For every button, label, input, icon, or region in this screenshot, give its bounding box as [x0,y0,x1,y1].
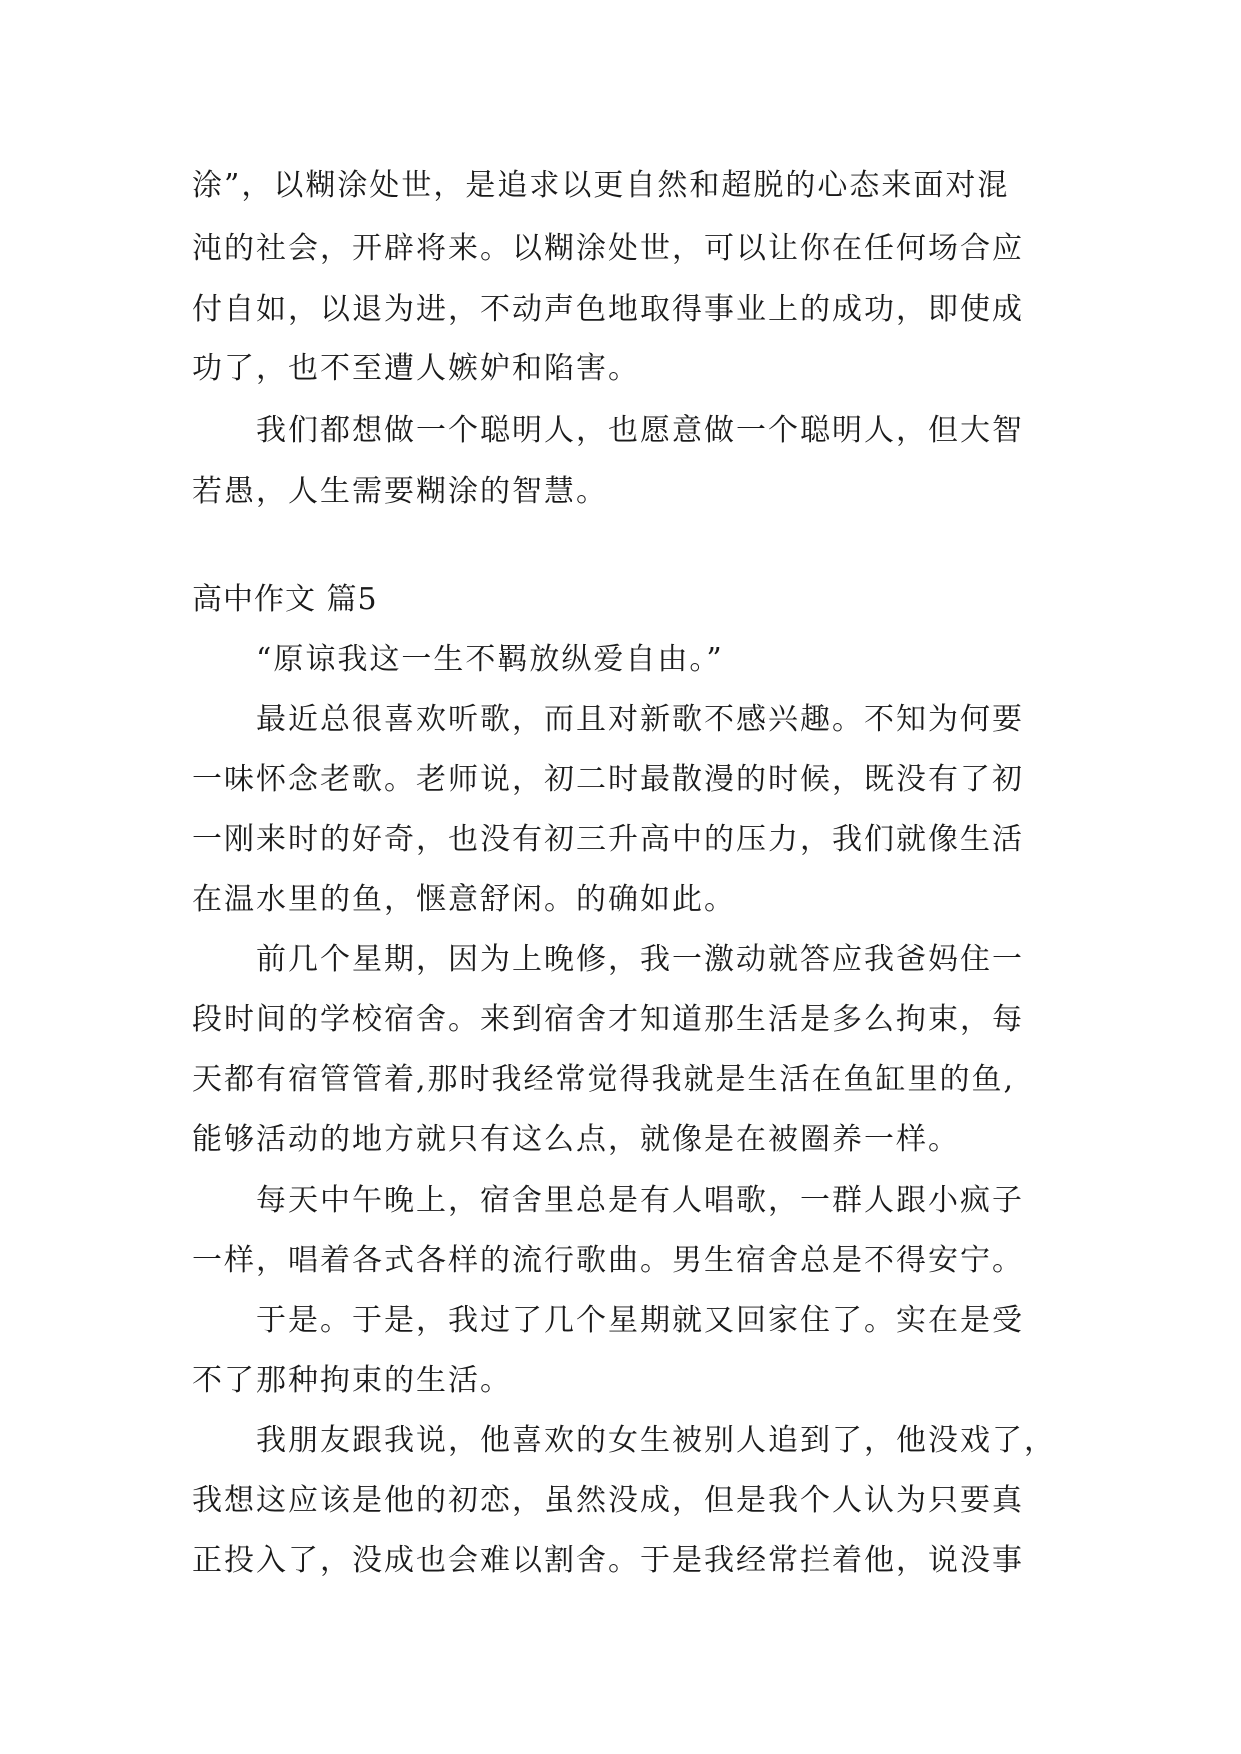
paragraph-line: 一刚来时的好奇，也没有初三升高中的压力，我们就像生活 [192,822,1024,857]
paragraph-line: 天都有宿管管着,那时我经常觉得我就是生活在鱼缸里的鱼, [192,1062,1016,1097]
paragraph-line: 每天中午晚上，宿舍里总是有人唱歌，一群人跟小疯子 [256,1183,1024,1218]
paragraph-line: 正投入了，没成也会难以割舍。于是我经常拦着他，说没事 [192,1543,1024,1578]
paragraph-line: 我朋友跟我说，他喜欢的女生被别人追到了，他没戏了， [256,1423,1056,1458]
paragraph-line: 一味怀念老歌。老师说，初二时最散漫的时候，既没有了初 [192,762,1024,797]
paragraph-line: 沌的社会，开辟将来。以糊涂处世，可以让你在任何场合应 [192,231,1024,266]
paragraph-line: 一样，唱着各式各样的流行歌曲。男生宿舍总是不得安宁。 [192,1243,1024,1278]
paragraph-line: 最近总很喜欢听歌，而且对新歌不感兴趣。不知为何要 [256,702,1024,737]
paragraph-line: 付自如，以退为进，不动声色地取得事业上的成功，即使成 [192,292,1024,327]
quote-line: “原谅我这一生不羁放纵爱自由。” [256,642,724,677]
paragraph-line: 功了，也不至遭人嫉妒和陷害。 [192,351,640,386]
paragraph-line: 在温水里的鱼，惬意舒闲。的确如此。 [192,882,736,917]
paragraph-line: 涂”，以糊涂处世，是追求以更自然和超脱的心态来面对混 [192,168,1010,203]
paragraph-line: 若愚，人生需要糊涂的智慧。 [192,474,608,509]
paragraph-line: 段时间的学校宿舍。来到宿舍才知道那生活是多么拘束，每 [192,1002,1024,1037]
paragraph-line: 能够活动的地方就只有这么点，就像是在被圈养一样。 [192,1122,960,1157]
paragraph-line: 不了那种拘束的生活。 [192,1363,512,1398]
paragraph-line: 我们都想做一个聪明人，也愿意做一个聪明人，但大智 [256,413,1024,448]
section-heading: 高中作文 篇5 [192,582,378,617]
paragraph-line: 前几个星期，因为上晚修，我一激动就答应我爸妈住一 [256,942,1024,977]
paragraph-line: 于是。于是，我过了几个星期就又回家住了。实在是受 [256,1303,1024,1338]
paragraph-line: 我想这应该是他的初恋，虽然没成，但是我个人认为只要真 [192,1483,1024,1518]
